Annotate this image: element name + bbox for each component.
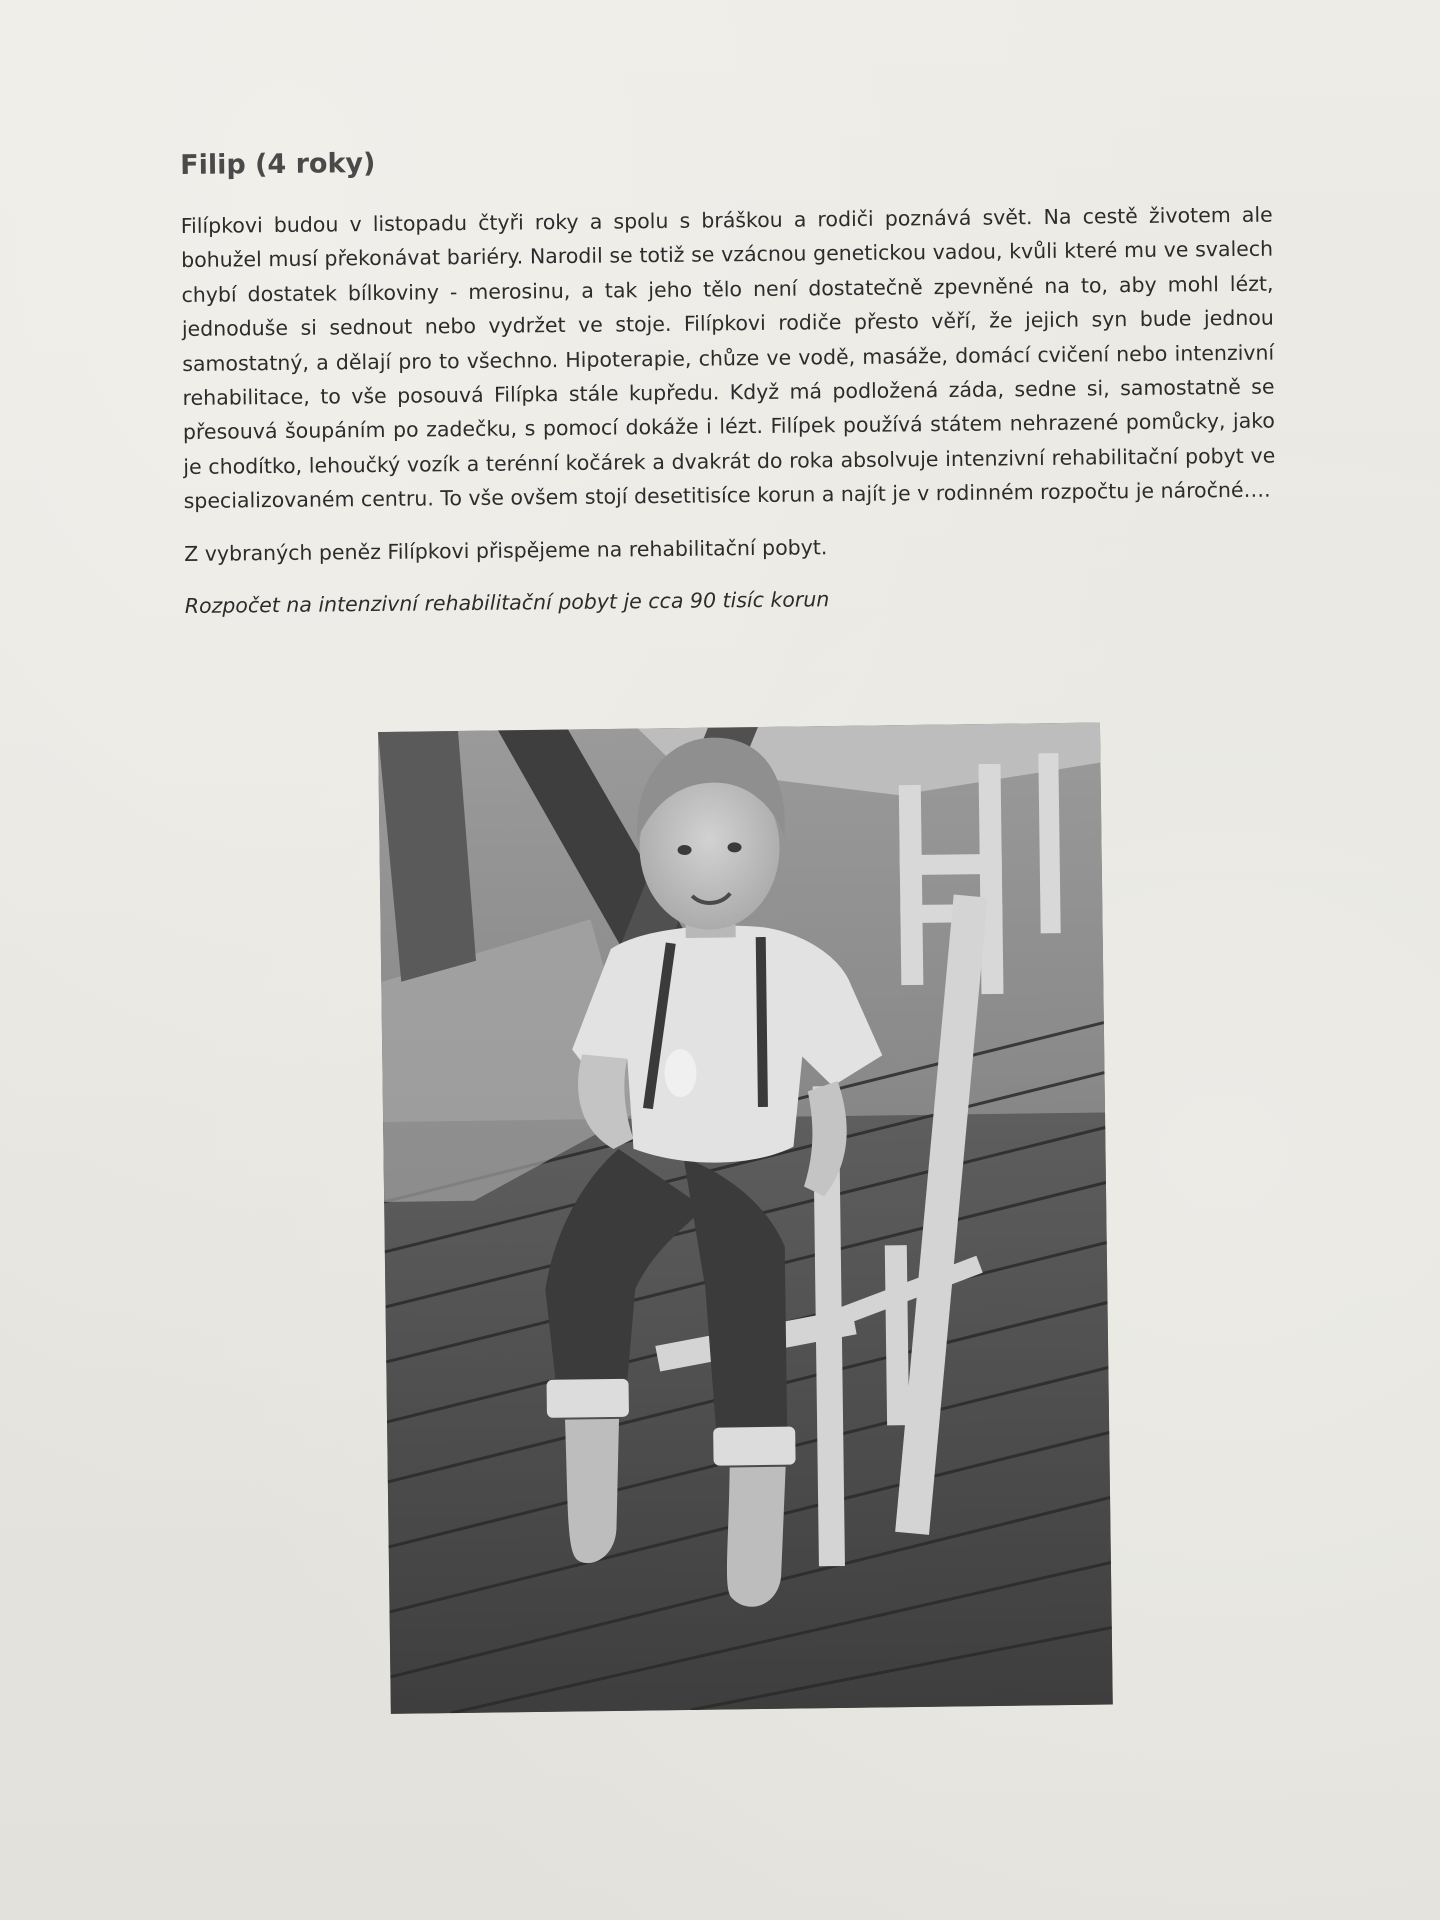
- budget-note: Rozpočet na intenzivní rehabilitační pobyt je cca 90 tisíc korun: [184, 586, 830, 618]
- document-content: [180, 139, 1277, 623]
- story-paragraph: Filípkovi budou v listopadu čtyři roky a spolu s bráškou a rodiči poznává svět. Na cestě životem ale bohužel musí překonávat bariéry. Narodil se totiž se vzácnou genetickou vadou, kvůli které mu ve svalech chybí dostatek bílkoviny - merosinu, a tak jeho tělo není dostatečně zpevněné na to, aby mohl lézt, jednoduše si sednout nebo vydržet ve stoje. Filípkovi rodiče přesto věří, že jejich syn bude jednou samostatný, a dělají pro to všechno. Hipoterapie, chůze ve vodě, masáže, domácí cvičení nebo intenzivní rehabilitace, to vše posouvá Filípka stále kupředu. Když má podložená záda, sedne si, samostatně se přesouvá šoupáním po zadečku, s pomocí dokáže i lézt. Filípek používá státem nehrazené pomůcky, jako je chodítko, lehoučký vozík a terénní kočárek a dvakrát do roka absolvuje intenzivní rehabilitační pobyt ve specializovaném centru. To vše ovšem stojí desetitisíce korun a najít je v rodinném rozpočtu je náročné….: [180, 202, 1276, 514]
- right-foot: [726, 1467, 788, 1607]
- child-photo: [378, 723, 1113, 1714]
- document-title: Filip (4 roky): [180, 147, 376, 181]
- left-foot: [565, 1419, 621, 1563]
- left-cuff: [546, 1379, 628, 1418]
- contribution-note: Z vybraných peněz Filípkovi přispějeme na rehabilitační pobyt.: [184, 534, 828, 566]
- right-cuff: [713, 1427, 795, 1466]
